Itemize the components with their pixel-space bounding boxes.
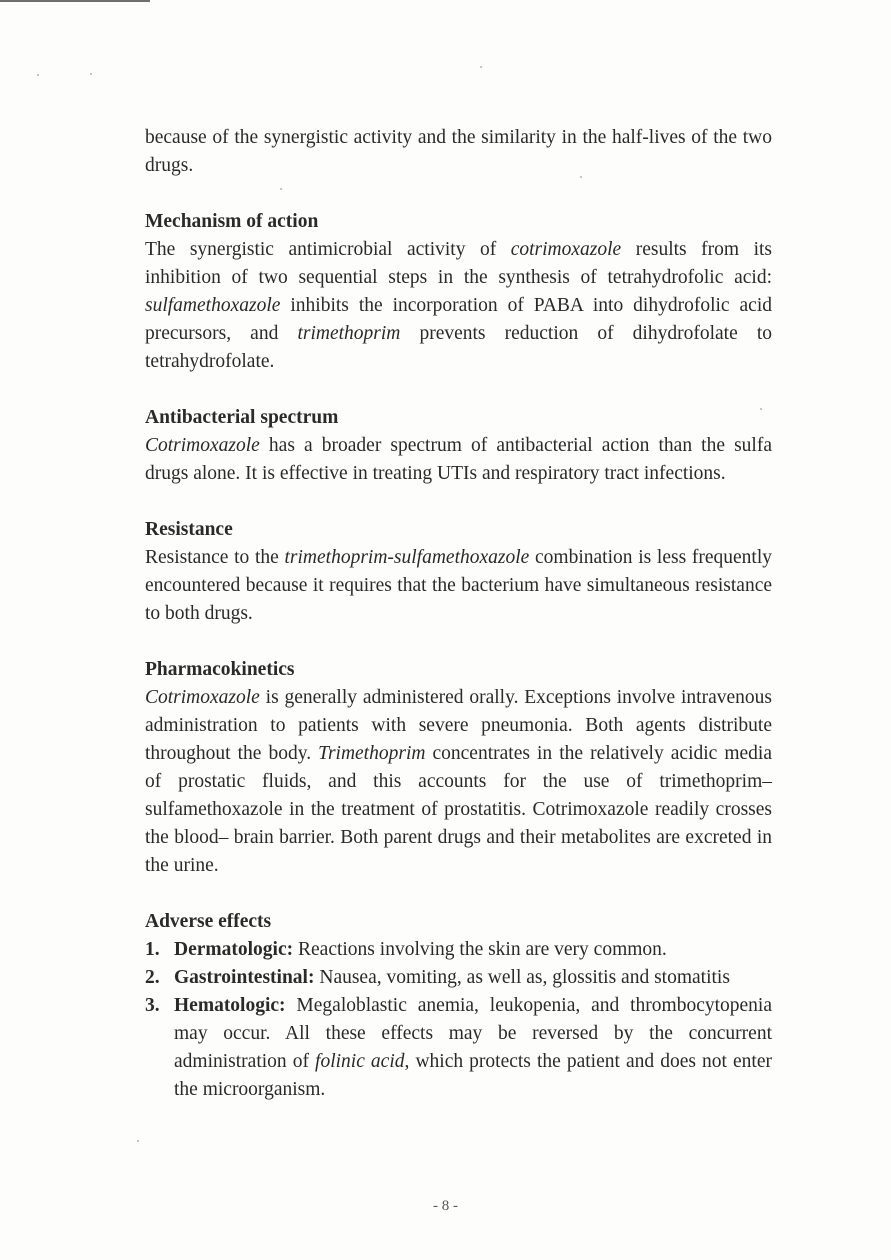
mechanism-text-1: The synergistic antimicrobial activity of [145,239,511,260]
list-item-number: 2. [145,967,160,988]
pk-drug-trimethoprim: Trimethoprim [318,743,426,764]
pharmacokinetics-paragraph [145,684,772,880]
spectrum-drug-cotrimoxazole: Cotrimoxazole [145,435,260,456]
list-item-text: Reactions involving the skin are very common. [293,939,667,960]
list-item-term: Gastrointestinal: [174,967,315,988]
list-item [145,992,772,1104]
heading-adverse-effects: Adverse effects [145,911,272,932]
list-item-text-2: , which protects the patient and does not enter the microorganism. [174,1051,772,1100]
mechanism-paragraph [145,236,772,376]
spectrum-paragraph [145,432,772,488]
heading-pharmacokinetics: Pharmacokinetics [145,659,295,680]
list-item-drug-folinic-acid: folinic acid [315,1051,405,1072]
mechanism-text-3: inhibits the incorporation of PABA into dihydrofolic acid precursors, and [145,295,772,344]
page-number: - 8 - [433,1198,458,1214]
mechanism-text-4: prevents reduction of dihydrofolate to tetrahydrofolate. [145,323,772,372]
mechanism-text-2: results from its inhibition of two sequential steps in the synthesis of tetrahydrofolic acid: [145,239,772,288]
pk-text-1: is generally administered orally. Exceptions involve intravenous administration to patients with severe pneumonia. Both agents distribute throughout the body. [145,687,772,764]
list-item-text: Nausea, vomiting, as well as, glossitis and stomatitis [314,967,730,988]
mechanism-drug-trimethoprim: trimethoprim [297,323,401,344]
scan-speck [137,1140,139,1142]
list-item-term: Hematologic: [174,995,286,1016]
list-item [145,964,772,992]
scan-speck [90,73,92,75]
list-item [145,936,772,964]
pk-drug-cotrimoxazole: Cotrimoxazole [145,687,260,708]
list-item-text: Megaloblastic anemia, leukopenia, and thrombocytopenia may occur. All these effects may be reversed by the concurrent administration of [174,995,772,1072]
mechanism-drug-cotrimoxazole: cotrimoxazole [510,239,622,260]
document-body [145,124,772,1104]
list-item-term: Dermatologic: [174,939,294,960]
spectrum-text-1: has a broader spectrum of antibacterial action than the sulfa drugs alone. It is effective in treating UTIs and respiratory tract infections. [145,435,772,484]
resistance-paragraph [145,544,772,628]
resistance-text-2: combination is less frequently encountered because it requires that the bacterium have simultaneous resistance to both drugs. [145,547,772,624]
heading-spectrum: Antibacterial spectrum [145,407,339,428]
resistance-drug-combination: trimethoprim-sulfamethoxazole [284,547,530,568]
heading-resistance: Resistance [145,519,233,540]
scan-speck [480,66,482,68]
scan-edge-mark [0,0,150,2]
pk-text-2: concentrates in the relatively acidic media of prostatic fluids, and this accounts for the use of trimethoprim–sulfamethoxazole in the treatment of prostatitis. Cotrimoxazole readily crosses the blood– brain barrier. Both parent drugs and their metabolites are excreted in the urine. [145,743,773,876]
list-item-number: 3. [145,995,160,1016]
intro-paragraph [145,124,772,180]
mechanism-drug-sulfamethoxazole: sulfamethoxazole [145,295,281,316]
list-item-number: 1. [145,939,160,960]
heading-mechanism: Mechanism of action [145,211,319,232]
resistance-text-1: Resistance to the [145,547,285,568]
adverse-effects-list [145,936,772,1104]
intro-text: because of the synergistic activity and the similarity in the half-lives of the two drugs. [145,127,772,176]
scan-speck [37,74,39,76]
